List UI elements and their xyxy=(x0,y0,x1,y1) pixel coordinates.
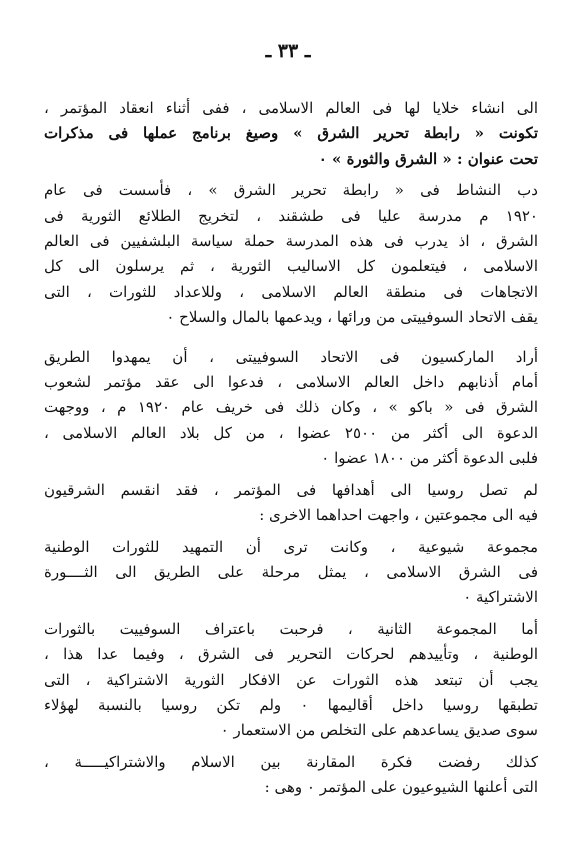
paragraph-5 xyxy=(44,535,538,611)
text-line: الدعوة الى أكثر من ٢٥٠٠ عضوا ، من كل بلاد العالم الاسلامى ، xyxy=(44,423,538,442)
text-line: لم تصل روسيا الى أهدافها فى المؤتمر ، فقد انقسم الشرقيون xyxy=(44,480,538,499)
text-line: أراد الماركسيون فى الاتحاد السوفييتى ، أن يمهدوا الطريق xyxy=(44,347,538,366)
paragraph-4 xyxy=(44,478,538,529)
text-line: كذلك رفضت فكرة المقارنة بين الاسلام والاشتراكيـــــة ، xyxy=(44,752,538,771)
text-line: تطبقها روسيا داخل أقاليمها ٠ ولم تكن روسيا بالنسبة لهؤلاء xyxy=(44,695,538,714)
text-line: الى انشاء خلايا لها فى العالم الاسلامى ، ففى أثناء انعقاد المؤتمر ، xyxy=(44,99,538,117)
text-line: تكونت « رابطة تحرير الشرق » وصيغ برنامج عملها فى مذكرات xyxy=(44,124,538,143)
text-line: يجب أن تبتعد هذه الثورات عن الافكار الثورية الاشتراكية ، التى xyxy=(44,670,538,689)
paragraph-6 xyxy=(44,617,538,744)
text-line: يقف الاتحاد السوفييتى من ورائها ، ويدعمها بالمال والسلاح ٠ xyxy=(166,308,538,327)
paragraph-3 xyxy=(44,345,538,472)
text-line: فى الشرق الاسلامى ، يمثل مرحلة على الطريق الى الثــــورة xyxy=(44,562,538,581)
paragraph-2 xyxy=(44,178,538,330)
text-line: ١٩٢٠ م مدرسة عليا فى طشقند ، لتخريج الطلائع الثورية فى xyxy=(44,206,538,225)
text-line: دب النشاط فى « رابطة تحرير الشرق » ، فأسست فى عام xyxy=(44,181,538,200)
text-line: الشرق ، اذ يدرب فى هذه المدرسة حملة سياسة البلشفيين فى العالم xyxy=(44,232,538,251)
text-line: الشرق فى « باكو » ، وكان ذلك فى خريف عام ١٩٢٠ م ، ووجهت xyxy=(44,398,538,417)
text-line: أما المجموعة الثانية ، فرحبت باعتراف السوفييت بالثورات xyxy=(44,619,538,638)
paragraph-7 xyxy=(44,750,538,801)
text-line: الوطنية ، وتأييدهم لحركات التحرير فى الشرق ، وفيما عدا هذا ، xyxy=(44,645,538,664)
text-line: مجموعة شيوعية ، وكانت ترى أن التمهيد للثورات الوطنية xyxy=(44,537,538,556)
paragraph-1 xyxy=(44,96,538,172)
text-line: أمام أذنابهم داخل العالم الاسلامى ، فدعوا الى عقد مؤتمر لشعوب xyxy=(44,373,538,392)
page-number: ـ ٣٣ ـ xyxy=(265,40,311,62)
text-line: الاسلامى ، فيتعلمون كل الاساليب الثورية ، ثم يرسلون الى كل xyxy=(44,257,538,276)
body-text xyxy=(44,96,538,807)
text-line: تحت عنوان : « الشرق والثورة » ٠ xyxy=(318,149,538,168)
text-line: فلبى الدعوة أكثر من ١٨٠٠ عضوا ٠ xyxy=(321,449,538,468)
text-line: سوى صديق يساعدهم على التخلص من الاستعمار ٠ xyxy=(220,721,538,740)
text-line: فيه الى مجموعتين ، واجهت احداهما الاخرى : xyxy=(259,506,538,525)
text-line: الاتجاهات فى منطقة العالم الاسلامى ، وللاعداد للثورات ، التى xyxy=(44,282,538,301)
text-line: الاشتراكية ٠ xyxy=(463,588,538,607)
text-line: التى أعلنها الشيوعيون على المؤتمر ٠ وهى : xyxy=(264,778,538,797)
